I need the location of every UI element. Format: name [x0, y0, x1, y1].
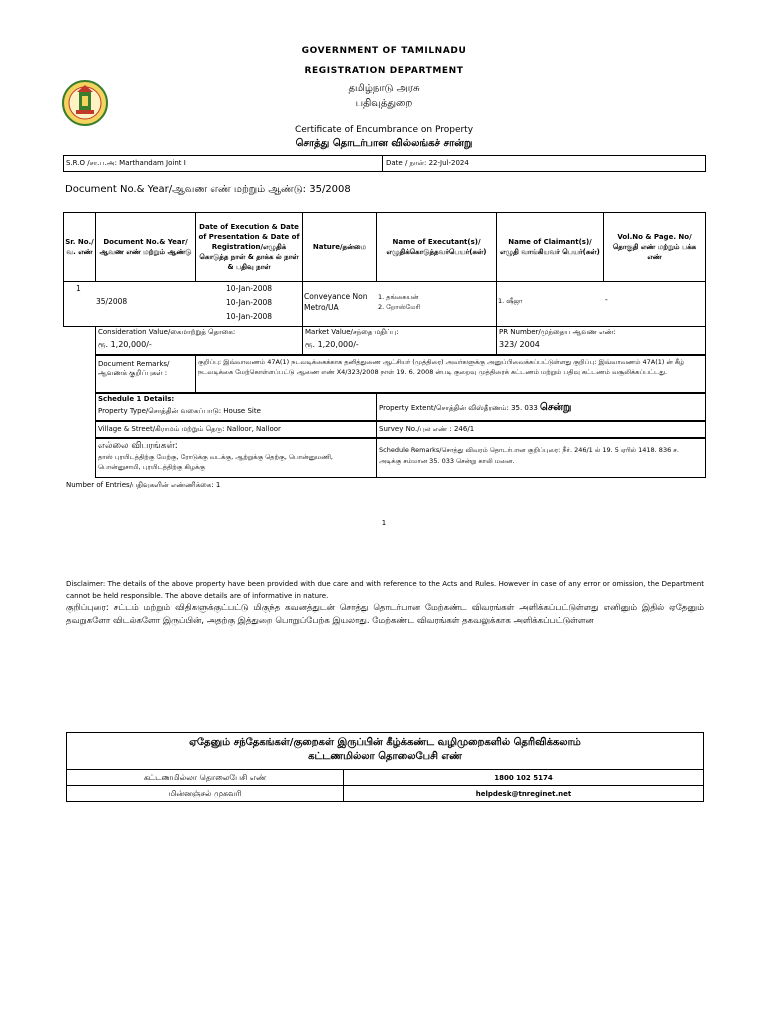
boundary-cell [95, 438, 377, 478]
contact-title-1: ஏதேனும் சந்தேகங்கள்/குறைகள் இருப்பின் கீழ்க்கண்ட வழிமுறைகளில் தெரிவிக்கலாம் [189, 737, 581, 748]
row-divider [705, 282, 706, 326]
gov-title-en: GOVERNMENT OF TAMILNADU [301, 46, 467, 56]
schedule-cell [95, 393, 377, 421]
row-executant-2: 2. றோஸ்மேரி [378, 303, 421, 311]
phone-label: கட்டணமில்லா தொலைபேசி எண் [143, 773, 267, 782]
row-claimant: 1. ஷீஜா [498, 297, 523, 305]
certificate-title-ta: சொத்து தொடர்பான வில்லங்கச் சான்று [295, 138, 473, 149]
consideration-cell [95, 326, 303, 355]
document-number-line [65, 184, 351, 196]
header-claimants: Name of Claimant(s)/ எழுதி வாங்கியவர் பெயர்(கள்) [496, 212, 604, 282]
email-label-cell [66, 785, 344, 802]
remarks-label: Document Remarks/ ஆவணக் குறிப்புகள் : [95, 355, 196, 393]
boundary-text: தாஸ் புரயிடத்திற்கு மேற்கு, ரோடுக்கு வடக்கு, ஆற்றுக்கு தெற்கு, பொன்னுமணி, பொன்னுசாமி, புரயிடத்திற்கு கிழக்கு [98, 453, 333, 472]
gov-title-ta: தமிழ்நாடு அரசு [348, 83, 420, 94]
row-date-presentation: 10-Jan-2008 [225, 298, 273, 307]
contact-header-box [66, 732, 704, 770]
header-dates: Date of Execution & Date of Presentation & Date of Registration/எழுதிக் கொடுத்த நாள் & தாக்க ல் நாள் & பதிவு நாள் [195, 212, 303, 282]
schedule-label: Schedule 1 Details: [98, 395, 175, 403]
phone-value: 1800 102 5174 [494, 774, 553, 782]
phone-value-cell [343, 769, 704, 786]
dept-title-ta: பதிவுத்துறை [355, 98, 413, 109]
market-value-cell [302, 326, 497, 355]
pr-number-value: 323/ 2004 [499, 340, 540, 350]
email-value: helpdesk@tnreginet.net [475, 790, 572, 798]
email-label: மின்னஞ்சல் முகவரி [168, 789, 242, 798]
market-value-label: Market Value/சந்தை மதிப்பு: [305, 328, 399, 336]
property-extent-unit: சென்று [540, 402, 572, 413]
disclaimer-en: Disclaimer: The details of the above property have been provided with due care and with reference to the Acts and Rules. However in case of any error or omission, the Department cannot be held responsible. The above details are of informative in nature. [66, 580, 704, 601]
phone-label-cell [66, 769, 344, 786]
row-divider [63, 282, 64, 326]
document-number-label: Document No.& Year/ஆவண எண் மற்றும் ஆண்டு: [65, 184, 310, 195]
remarks-text: குறிப்பு: இவ்வாவணம் 47A(1) நடவடிக்கைக்காக தனித்துணை ஆட்சியர் (முத்திரை) அவர்களுக்கு அனுப்பிவைக்கப்பட்டுள்ளது குறிப்பு: இவ்வாவணம் 47A(1) ன் கீழ் நடவடிக்கை மேற்கொள்ளப்பட்டு ஆணை எண் X4/323/2008 நாள் 19. 6. 2008 ன்படி குறைவு முத்திரைக் கட்டணம் மற்றும் பதிவு கட்டணம் வசூலிக்கப்பட்டது. [195, 355, 706, 393]
property-extent [376, 393, 706, 421]
pr-number-cell [496, 326, 706, 355]
contact-title-2: கட்டணமில்லா தொலைபேசி எண் [308, 751, 462, 762]
survey-number: Survey No./புல எண் : 246/1 [376, 421, 706, 438]
consideration-value: ரூ. 1,20,000/- [98, 340, 152, 350]
certificate-title-en: Certificate of Encumbrance on Property [294, 125, 474, 135]
schedule-remarks: Schedule Remarks/சொத்து விவரம் தொடர்பான குறிப்புரை: நீர். 246/1 ல் 19. 5 ஏரில் 1418. 836 ச. அடிக்கு சம்மான 35. 033 சென்று காலி மனை. [376, 438, 706, 478]
pr-number-label: PR Number/முந்தைய ஆவண எண்: [499, 328, 616, 336]
row-date-execution: 10-Jan-2008 [225, 284, 273, 293]
row-divider [302, 282, 303, 326]
dept-title-en: REGISTRATION DEPARTMENT [304, 66, 464, 76]
row-document-no: 35/2008 [96, 297, 128, 306]
date-field: Date / நாள்: 22-Jul-2024 [386, 159, 469, 167]
header-nature: Nature/தன்மை [302, 212, 377, 282]
row-nature: Conveyance Non Metro/UA [304, 292, 368, 313]
row-executant-1: 1. தங்கையன் [378, 293, 419, 301]
row-vol-page: - [605, 295, 608, 304]
page-number: 1 [381, 519, 387, 527]
entries-count: Number of Entries/பதிவுகளின் எண்ணிக்கை: 1 [66, 481, 221, 489]
document-number-value: 35/2008 [309, 184, 351, 195]
sro-field: S.R.O /சா.ப.அ: Marthandam Joint I [66, 159, 186, 167]
meta-divider [382, 155, 383, 172]
header-executants: Name of Executant(s)/ எழுதிக்கொடுத்தவர்பெயர்(கள்) [376, 212, 497, 282]
header-vol-page: Vol.No & Page. No/ தொகுதி எண் மற்றும் பக்க எண் [603, 212, 706, 282]
boundary-label: எல்லை விபரங்கள்: [98, 441, 178, 451]
market-value-value: ரூ. 1,20,000/- [305, 340, 359, 350]
row-sr: 1 [76, 284, 81, 293]
disclaimer-ta: குறிப்புரை: சட்டம் மற்றும் விதிகளுக்குட்பட்டு மிகுந்த கவனத்துடன் சொத்து தொடர்பான மேற்கண்ட விவரங்கள் அளிக்கப்பட்டுள்ளது எனினும் இதில் ஏதேனும் தவறுகளோ விடல்களோ இருப்பின், அதற்கு இத்துறை பொறுப்பேற்க இயலாது. மேற்கண்ட விவரங்கள் தகவலுக்காக அளிக்கப்பட்டுள்ளன [66, 603, 704, 627]
row-divider [496, 282, 497, 326]
village-street: Village & Street/கிராமம் மற்றும் தெரு: Nalloor, Nalloor [95, 421, 377, 438]
row-date-registration: 10-Jan-2008 [225, 312, 273, 321]
property-type: Property Type/சொத்தின் வகைப்பாடு: House Site [98, 407, 261, 416]
consideration-label: Consideration Value/கைமாற்றுத் தொகை: [98, 328, 236, 336]
header-sr-no: Sr. No./வ. எண் [63, 212, 96, 282]
email-value-cell [343, 785, 704, 802]
property-extent-label: Property Extent/சொத்தின் விஸ்தீரணம்: 35. 033 [379, 404, 541, 412]
header-document-no: Document No.& Year/ ஆவண எண் மற்றும் ஆண்டு [95, 212, 196, 282]
